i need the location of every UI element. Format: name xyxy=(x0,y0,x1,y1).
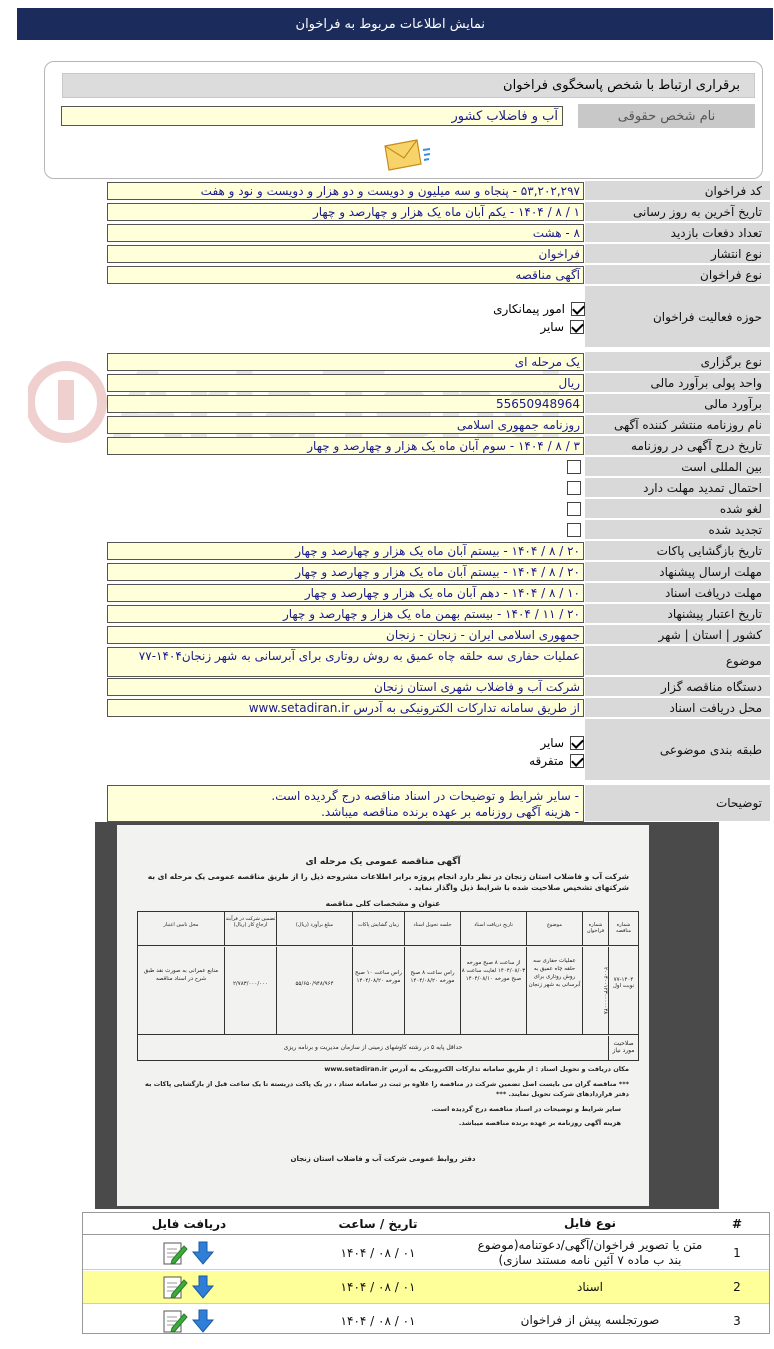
label-activity: حوزه فعالیت فراخوان xyxy=(585,286,770,348)
download-arrow-icon[interactable] xyxy=(190,1274,216,1300)
label-category: طبقه بندی موضوعی xyxy=(585,719,770,781)
label-international: بین المللی است xyxy=(585,457,770,477)
contact-value: آب و فاضلاب کشور xyxy=(61,106,563,126)
file-type: صورتجلسه پیش از فراخوان xyxy=(520,1313,660,1327)
checkbox-checked-icon[interactable] xyxy=(570,736,584,750)
scan-title: آگهی مناقصه عمومی یک مرحله ای xyxy=(305,857,461,867)
mail-icon[interactable] xyxy=(383,138,431,172)
value-submit-deadline: ۲۰ / ۸ / ۱۴۰۴ - بیستم آبان ماه یک هزار و چهارصد و چهار xyxy=(107,563,584,581)
value-notes xyxy=(107,785,584,822)
scan-qualification-row xyxy=(138,1036,638,1060)
extension-checkbox-cell xyxy=(107,479,584,497)
download-arrow-icon[interactable] xyxy=(190,1240,216,1266)
value-subject: عملیات حفاری سه حلقه چاه عمیق به روش روتاری برای آبرسانی به شهر زنجان۱۴۰۴-۷۷ xyxy=(107,647,584,677)
scan-cell: ۲/۷۸۳/۰۰۰/۰۰۰ xyxy=(224,947,276,1034)
value-organizer: شرکت آب و فاضلاب شهری استان زنجان xyxy=(107,678,584,696)
file-date: ۰۱ / ۰۸ / ۱۴۰۴ xyxy=(340,1313,416,1328)
scan-col-header: جلسه تحویل اسناد xyxy=(404,912,460,945)
label-opening-date: تاریخ بازگشایی پاکات xyxy=(585,541,770,561)
scan-footer: دفتر روابط عمومی شرکت آب و فاضلاب استان زنجان xyxy=(290,1155,476,1163)
files-table-header xyxy=(83,1213,769,1235)
scan-note: هزینه آگهی روزنامه بر عهده برنده مناقصه میباشد. xyxy=(458,1119,621,1127)
category-option[interactable]: سایر xyxy=(107,734,584,752)
renewed-checkbox-cell xyxy=(107,521,584,539)
contact-title: برقراری ارتباط با شخص پاسخگوی فراخوان xyxy=(62,73,755,98)
label-currency: واحد پولی برآورد مالی xyxy=(585,373,770,393)
label-visits: تعداد دفعات بازدید xyxy=(585,223,770,243)
col-date: تاریخ / ساعت xyxy=(338,1216,418,1231)
activity-option[interactable]: امور پیمانکاری xyxy=(108,300,585,318)
scan-section: عنوان و مشخصات کلی مناقصه xyxy=(325,899,441,908)
scan-note: *** مناقصه گران می بایست اصل تضمین شرکت در مناقصه را علاوه بر ثبت در سامانه ستاد ، در یک پاکت دربسته تا یک ساعت قبل از بازگشایی پاکات به دفتر قراردادهای شرکت تحویل نمایند. *** xyxy=(145,1080,629,1098)
table-row xyxy=(83,1304,769,1337)
checkbox-unchecked-icon[interactable] xyxy=(567,523,581,537)
checkbox-checked-icon[interactable] xyxy=(570,320,584,334)
scan-cell: ۷۷-۱۴۰۴ نوبت اول xyxy=(608,947,638,1034)
label-publish-type: نوع انتشار xyxy=(585,244,770,264)
file-num: 2 xyxy=(733,1280,741,1294)
label-subject: موضوع xyxy=(585,646,770,676)
label-renewed: تجدید شده xyxy=(585,520,770,540)
value-opening-date: ۲۰ / ۸ / ۱۴۰۴ - بیستم آبان ماه یک هزار و چهارصد و چهار xyxy=(107,542,584,560)
value-currency: ریال xyxy=(107,374,584,392)
activity-option[interactable]: سایر xyxy=(107,318,584,336)
cancelled-checkbox-cell xyxy=(107,500,584,518)
scan-note: سایر شرایط و توضیحات در اسناد مناقصه درج گردیده است. xyxy=(431,1105,621,1113)
scan-col-header: زمان گشایش پاکات xyxy=(352,912,404,945)
files-table xyxy=(82,1212,770,1334)
scan-col-header: مبلغ برآورد (ریال) xyxy=(276,912,352,945)
value-docs-place: از طریق سامانه تدارکات الکترونیکی به آدرس www.setadiran.ir xyxy=(107,699,584,717)
scan-col-header: تضمین شرکت در فرآیند ارجاع کار (ریال) xyxy=(224,912,276,945)
label-holding-type: نوع برگزاری xyxy=(585,352,770,372)
scan-col-header: محل تامین اعتبار xyxy=(163,922,199,928)
scan-cell: ۵۵/۶۵۰/۹۴۸/۹۶۴ xyxy=(276,947,352,1034)
scan-cell: ۲۰۰۴۰۰۱۲۳۰۰۰۰۰۴۸ xyxy=(582,947,608,1034)
scan-docs: مکان دریافت و تحویل اسناد : از طریق سامانه تدارکات الکترونیکی به آدرس www.setadiran.ir xyxy=(324,1065,629,1073)
scan-col-header: تاریخ دریافت اسناد xyxy=(460,912,526,945)
edit-document-icon[interactable] xyxy=(162,1308,188,1334)
file-actions xyxy=(139,1240,239,1266)
download-arrow-icon[interactable] xyxy=(190,1308,216,1334)
checkbox-checked-icon[interactable] xyxy=(571,302,585,316)
file-num: 1 xyxy=(733,1245,741,1260)
col-download: دریافت فایل xyxy=(151,1216,227,1231)
scan-cell: حداقل پایه ۵ در رشته کاوشهای زمینی از سازمان مدیریت و برنامه ریزی xyxy=(283,1044,463,1051)
label-last-update: تاریخ آخرین به روز رسانی xyxy=(585,202,770,222)
label-call-type: نوع فراخوان xyxy=(585,265,770,285)
label-organizer: دستگاه مناقصه گزار xyxy=(585,677,770,697)
value-docs-deadline: ۱۰ / ۸ / ۱۴۰۴ - دهم آبان ماه یک هزار و چهارصد و چهار xyxy=(107,584,584,602)
file-num: 3 xyxy=(733,1313,741,1328)
col-type: نوع فایل xyxy=(564,1216,616,1230)
scan-intro: شرکت آب و فاضلاب استان زنجان در نظر دارد انجام پروژه برابر اطلاعات مشروحه ذیل را از طریق مناقصه عمومی یک مرحله ای به شرکتهای تشخیص صلاحیت شده با شرایط ذیل واگذار نماید . xyxy=(147,872,629,892)
file-type: متن یا تصویر فراخوان/آگهی/دعوتنامه(موضوع بند ب ماده ۷ آئین نامه مستند سازی) xyxy=(477,1237,703,1267)
activity-options xyxy=(107,296,584,340)
value-last-update: ۱ / ۸ / ۱۴۰۴ - یکم آبان ماه یک هزار و چهارصد و چهار xyxy=(107,203,584,221)
label-submit-deadline: مهلت ارسال پیشنهاد xyxy=(585,562,770,582)
checkbox-unchecked-icon[interactable] xyxy=(567,481,581,495)
label-docs-place: محل دریافت اسناد xyxy=(585,698,770,718)
scanned-ad-image xyxy=(95,822,719,1209)
scan-cell: منابع عمرانی به صورت نقد طبق شرح در اسناد مناقصه xyxy=(143,968,219,982)
scan-col-header: شماره فراخوان xyxy=(582,912,608,945)
category-options xyxy=(107,732,584,772)
scan-cell: عملیات حفاری سه حلقه چاه عمیق به روش روتاری برای آبرسانی به شهر زنجان xyxy=(526,947,582,1034)
table-row xyxy=(83,1236,769,1270)
category-option[interactable]: متفرقه xyxy=(107,752,584,770)
label-notes: توضیحات xyxy=(585,785,770,822)
label-estimate: برآورد مالی xyxy=(585,394,770,414)
label-cancelled: لغو شده xyxy=(585,499,770,519)
label-newspaper-date: تاریخ درج آگهی در روزنامه xyxy=(585,436,770,456)
label-code: کد فراخوان xyxy=(585,181,770,201)
value-call-type: آگهی مناقصه xyxy=(107,266,584,284)
label-docs-deadline: مهلت دریافت اسناد xyxy=(585,583,770,603)
value-newspaper-date: ۳ / ۸ / ۱۴۰۴ - سوم آبان ماه یک هزار و چهارصد و چهار xyxy=(107,437,584,455)
value-location: جمهوری اسلامی ایران - زنجان - زنجان xyxy=(107,626,584,644)
scan-table xyxy=(137,911,639,1061)
value-validity: ۲۰ / ۱۱ / ۱۴۰۴ - بیستم بهمن ماه یک هزار و چهارصد و چهار xyxy=(107,605,584,623)
checkbox-checked-icon[interactable] xyxy=(570,754,584,768)
label-extension: احتمال تمدید مهلت دارد xyxy=(585,478,770,498)
value-estimate: 55650948964 xyxy=(107,395,584,413)
value-code: ۵۳,۲۰۲,۲۹۷ - پنجاه و سه میلیون و دویست و دو هزار و دویست و نود و هفت xyxy=(107,182,584,200)
scan-cell: از ساعت ۸ صبح مورخه ۱۴۰۴/۰۸/۰۳ لغایت ساعت ۸ صبح مورخه ۱۴۰۴/۰۸/۱۰ xyxy=(460,947,526,1034)
scan-table-row xyxy=(138,947,638,1035)
scan-cell: صلاحیت مورد نیاز xyxy=(608,1036,638,1060)
value-publish-type: فراخوان xyxy=(107,245,584,263)
value-holding-type: یک مرحله ای xyxy=(107,353,584,371)
contact-label: نام شخص حقوقی xyxy=(578,104,755,128)
file-actions xyxy=(139,1274,239,1300)
scan-cell: راس ساعت ۸ صبح مورخه ۱۴۰۴/۰۸/۲۰ xyxy=(404,947,460,1034)
file-date: ۰۱ / ۰۸ / ۱۴۰۴ xyxy=(340,1245,416,1260)
page-title: نمایش اطلاعات مربوط به فراخوان xyxy=(295,16,485,32)
value-newspaper: روزنامه جمهوری اسلامی xyxy=(107,416,584,434)
edit-document-icon[interactable] xyxy=(162,1240,188,1266)
page-header xyxy=(17,8,773,40)
file-actions xyxy=(139,1308,239,1334)
note-line: - سایر شرایط و توضیحات در اسناد مناقصه درج گردیده است. xyxy=(271,789,579,803)
value-visits: ۸ - هشت xyxy=(107,224,584,242)
label-newspaper: نام روزنامه منتشر کننده آگهی xyxy=(585,415,770,435)
international-checkbox-cell xyxy=(107,458,584,476)
scan-cell: راس ساعت ۱۰ صبح مورخه ۱۴۰۴/۰۸/۲۰ xyxy=(352,947,404,1034)
edit-document-icon[interactable] xyxy=(162,1274,188,1300)
table-row xyxy=(83,1271,769,1304)
col-num: # xyxy=(731,1216,743,1231)
checkbox-unchecked-icon[interactable] xyxy=(567,460,581,474)
scanned-ad-paper xyxy=(117,825,649,1206)
file-type: اسناد xyxy=(576,1279,603,1294)
file-date: ۰۱ / ۰۸ / ۱۴۰۴ xyxy=(340,1280,416,1294)
label-location: کشور | استان | شهر xyxy=(585,625,770,645)
note-line: - هزینه آگهی روزنامه بر عهده برنده مناقصه میباشد. xyxy=(321,805,579,819)
checkbox-unchecked-icon[interactable] xyxy=(567,502,581,516)
label-validity: تاریخ اعتبار پیشنهاد xyxy=(585,604,770,624)
scan-table-head xyxy=(138,912,638,946)
scan-col-header: شماره مناقصه xyxy=(608,912,638,945)
scan-col-header: موضوع xyxy=(526,912,582,945)
